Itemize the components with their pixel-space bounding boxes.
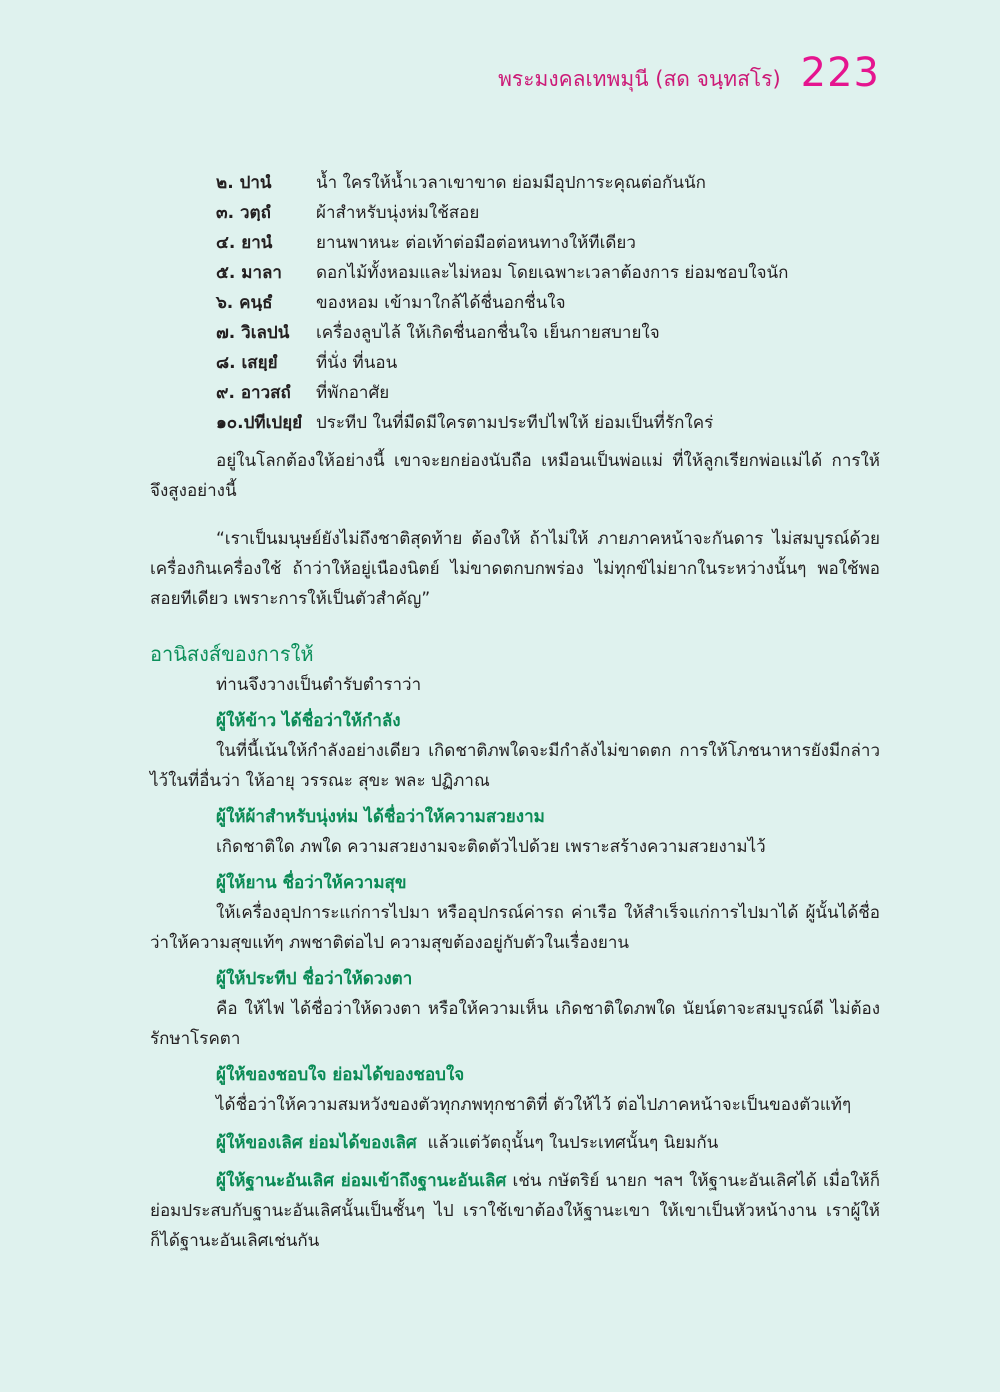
item-term: ๒. ปานํ bbox=[216, 173, 272, 193]
benefit-title-status: ผู้ให้ฐานะอันเลิศ ย่อมเข้าถึงฐานะอันเลิศ bbox=[216, 1171, 507, 1191]
section-title: อานิสงส์ของการให้ bbox=[150, 642, 314, 666]
benefit-text-rice: ในที่นี้เน้นให้กำลังอย่างเดียว เกิดชาติภพใดจะมีกำลังไม่ขาดตก การให้โภชนาหารยังมีกล่าวไว้ในที่อื่นว่า ให้อายุ วรรณะ สุขะ พละ ปฏิภาณ bbox=[150, 741, 880, 791]
item-definition: ผ้าสำหรับนุ่งห่มใช้สอย bbox=[316, 203, 480, 223]
benefit-text-excellent: แล้วแต่วัตถุนั้นๆ ในประเทศนั้นๆ นิยมกัน bbox=[427, 1133, 719, 1153]
item-term: ๘. เสยฺยํ bbox=[216, 353, 278, 373]
section-intro: ท่านจึงวางเป็นตำรับตำราว่า bbox=[216, 675, 422, 695]
benefit-title-lamp: ผู้ให้ประทีป ชื่อว่าให้ดวงตา bbox=[216, 969, 413, 989]
benefit-title-vehicle: ผู้ให้ยาน ชื่อว่าให้ความสุข bbox=[216, 873, 407, 893]
benefit-status bbox=[150, 1166, 880, 1256]
benefit-title-cloth: ผู้ให้ผ้าสำหรับนุ่งห่ม ได้ชื่อว่าให้ความสวยงาม bbox=[216, 807, 545, 827]
list-item bbox=[150, 408, 880, 438]
running-header-author: พระมงคลเทพมุนี (สด จนฺทสโร) bbox=[498, 67, 781, 91]
item-term: ๖. คนฺธํ bbox=[216, 293, 273, 313]
quote-paragraph: “เราเป็นมนุษย์ยังไม่ถึงชาติสุดท้าย ต้องให้ ถ้าไม่ให้ ภายภาคหน้าจะกันดาร ไม่สมบูรณ์ด้วยเครื่องกินเครื่องใช้ ถ้าว่าให้อยู่เนืองนิตย์ ไม่ขาดตกบกพร่อง ไม่ทุกข์ไม่ยากในระหว่างนั้นๆ พอใช้พอสอยทีเดียว เพราะการให้เป็นตัวสำคัญ” bbox=[150, 529, 880, 609]
benefit-text-cloth: เกิดชาติใด ภพใด ความสวยงามจะติดตัวไปด้วย เพราะสร้างความสวยงามไว้ bbox=[216, 837, 766, 857]
list-item bbox=[150, 318, 880, 348]
list-item bbox=[150, 228, 880, 258]
item-term: ๓. วตฺถํ bbox=[216, 203, 271, 223]
page-header bbox=[498, 50, 880, 96]
item-definition: ของหอม เข้ามาใกล้ได้ชื่นอกชื่นใจ bbox=[316, 293, 566, 313]
item-term: ๙. อาวสถํ bbox=[216, 383, 291, 403]
item-definition: ดอกไม้ทั้งหอมและไม่หอม โดยเฉพาะเวลาต้องการ ย่อมชอบใจนัก bbox=[316, 263, 789, 283]
item-definition: ยานพาหนะ ต่อเท้าต่อมือต่อหนทางให้ทีเดียว bbox=[316, 233, 636, 253]
list-item bbox=[150, 258, 880, 288]
item-term: ๗. วิเลปนํ bbox=[216, 323, 290, 343]
list-item bbox=[150, 168, 880, 198]
benefit-title-rice: ผู้ให้ข้าว ได้ชื่อว่าให้กำลัง bbox=[216, 711, 401, 731]
benefit-text-liked: ได้ชื่อว่าให้ความสมหวังของตัวทุกภพทุกชาติที่ ตัวให้ไว้ ต่อไปภาคหน้าจะเป็นของตัวแท้ๆ bbox=[216, 1095, 852, 1115]
item-definition: ที่นั่ง ที่นอน bbox=[316, 353, 398, 373]
benefit-title-excellent: ผู้ให้ของเลิศ ย่อมได้ของเลิศ bbox=[216, 1133, 417, 1153]
page-number: 223 bbox=[800, 50, 880, 96]
item-definition: ประทีป ในที่มืดมีใครตามประทีปไฟให้ ย่อมเป็นที่รักใคร่ bbox=[316, 413, 714, 433]
item-term: ๔. ยานํ bbox=[216, 233, 273, 253]
page-body bbox=[150, 168, 880, 1256]
benefit-text-vehicle: ให้เครื่องอุปการะแก่การไปมา หรืออุปกรณ์ค่ารถ ค่าเรือ ให้สำเร็จแก่การไปมาได้ ผู้นั้นได้ชื่อว่าให้ความสุขแท้ๆ ภพชาติต่อไป ความสุขต้องอยู่กับตัวในเรื่องยาน bbox=[150, 903, 880, 953]
benefit-excellent bbox=[150, 1128, 880, 1158]
list-item bbox=[150, 348, 880, 378]
item-definition: เครื่องลูบไล้ ให้เกิดชื่นอกชื่นใจ เย็นกายสบายใจ bbox=[316, 323, 660, 343]
benefit-text-lamp: คือ ให้ไฟ ได้ชื่อว่าให้ดวงตา หรือให้ความเห็น เกิดชาติใดภพใด นัยน์ตาจะสมบูรณ์ดี ไม่ต้องรักษาโรคตา bbox=[150, 999, 880, 1049]
list-item bbox=[150, 198, 880, 228]
intro-paragraph: อยู่ในโลกต้องให้อย่างนี้ เขาจะยกย่องนับถือ เหมือนเป็นพ่อแม่ ที่ให้ลูกเรียกพ่อแม่ได้ การให้ จึงสูงอย่างนี้ bbox=[150, 451, 880, 501]
list-item bbox=[150, 378, 880, 408]
benefit-title-liked: ผู้ให้ของชอบใจ ย่อมได้ของชอบใจ bbox=[216, 1065, 465, 1085]
item-definition: น้ำ ใครให้น้ำเวลาเขาขาด ย่อมมีอุปการะคุณต่อกันนัก bbox=[316, 173, 706, 193]
item-definition: ที่พักอาศัย bbox=[316, 383, 390, 403]
list-item bbox=[150, 288, 880, 318]
item-term: ๕. มาลา bbox=[216, 263, 282, 283]
item-term: ๑๐.ปทีเปยฺยํ bbox=[216, 413, 303, 433]
benefit-text-status: เช่น กษัตริย์ นายก ฯลฯ ให้ฐานะอันเลิศได้ เมื่อให้ก็ย่อมประสบกับฐานะอันเลิศนั้นเป็นชั้นๆ ไป เราใช้เขาต้องให้ฐานะเขา ให้เขาเป็นหัวหน้างาน เราผู้ให้ ก็ได้ฐานะอันเลิศเช่นกัน bbox=[150, 1171, 881, 1251]
